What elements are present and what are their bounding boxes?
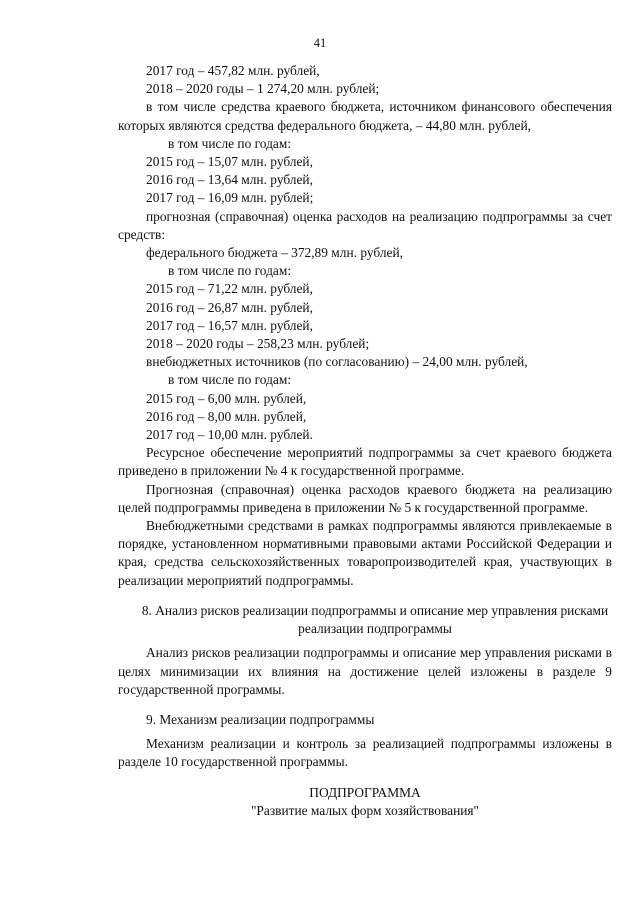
section-9-heading: 9. Механизм реализации подпрограммы xyxy=(146,711,375,727)
text-paragraph: в том числе средства краевого бюджета, источником финансового обеспечения которых являются средства федерального бюджета, – 44,80 млн. рублей, xyxy=(118,99,612,133)
text-line: 2016 год – 26,87 млн. рублей, xyxy=(146,299,313,315)
subprogram-name: "Развитие малых форм хозяйствования" xyxy=(250,802,480,818)
text-paragraph: прогнозная (справочная) оценка расходов на реализацию подпрограммы за счет средств: xyxy=(118,208,612,242)
text-paragraph: Анализ рисков реализации подпрограммы и описание мер управления рисками в целях минимизации их влияния на достижение целей изложены в разделе 9 государственной программы. xyxy=(118,645,612,697)
text-line: в том числе по годам: xyxy=(168,135,292,151)
text-paragraph: Механизм реализации и контроль за реализацией подпрограммы изложены в разделе 10 государственной программы. xyxy=(118,736,612,770)
text-line: 2015 год – 15,07 млн. рублей, xyxy=(146,154,313,170)
text-line: 2017 год – 10,00 млн. рублей. xyxy=(146,427,313,443)
text-line: 2016 год – 8,00 млн. рублей, xyxy=(146,408,307,424)
text-line: федерального бюджета – 372,89 млн. рублей, xyxy=(146,245,403,261)
text-paragraph: Прогнозная (справочная) оценка расходов краевого бюджета на реализацию целей подпрограммы приведена в приложении № 5 к государственной программе. xyxy=(118,481,612,515)
text-line: 2018 – 2020 годы – 1 274,20 млн. рублей; xyxy=(146,81,380,97)
text-line: 2015 год – 6,00 млн. рублей, xyxy=(146,390,307,406)
section-8-heading: 8. Анализ рисков реализации подпрограммы и описание мер управления рисками реализации подпрограммы xyxy=(141,602,609,637)
page-content xyxy=(118,62,612,820)
text-line: 2017 год – 16,57 млн. рублей, xyxy=(146,317,313,333)
text-line: 2018 – 2020 годы – 258,23 млн. рублей; xyxy=(146,336,370,352)
text-paragraph: Внебюджетными средствами в рамках подпрограммы являются привлекаемые в порядке, установленном нормативными правовыми актами Российской Федерации и края, средства сельскохозяйственных товаропроизводителей края, участвующих в реализации мероприятий подпрограммы. xyxy=(118,518,612,588)
text-paragraph: Ресурсное обеспечение мероприятий подпрограммы за счет краевого бюджета приведено в приложении № 4 к государственной программе. xyxy=(118,445,612,479)
text-line: внебюджетных источников (по согласованию) – 24,00 млн. рублей, xyxy=(146,354,528,370)
page-number: 41 xyxy=(313,36,327,50)
text-line: 2017 год – 457,82 млн. рублей, xyxy=(146,63,320,78)
text-line: 2015 год – 71,22 млн. рублей, xyxy=(146,281,313,297)
text-line: 2017 год – 16,09 млн. рублей; xyxy=(146,190,314,206)
text-line: в том числе по годам: xyxy=(168,372,292,388)
text-line: в том числе по годам: xyxy=(168,263,292,279)
subprogram-title: ПОДПРОГРАММА xyxy=(309,784,421,800)
text-line: 2016 год – 13,64 млн. рублей, xyxy=(146,172,313,188)
